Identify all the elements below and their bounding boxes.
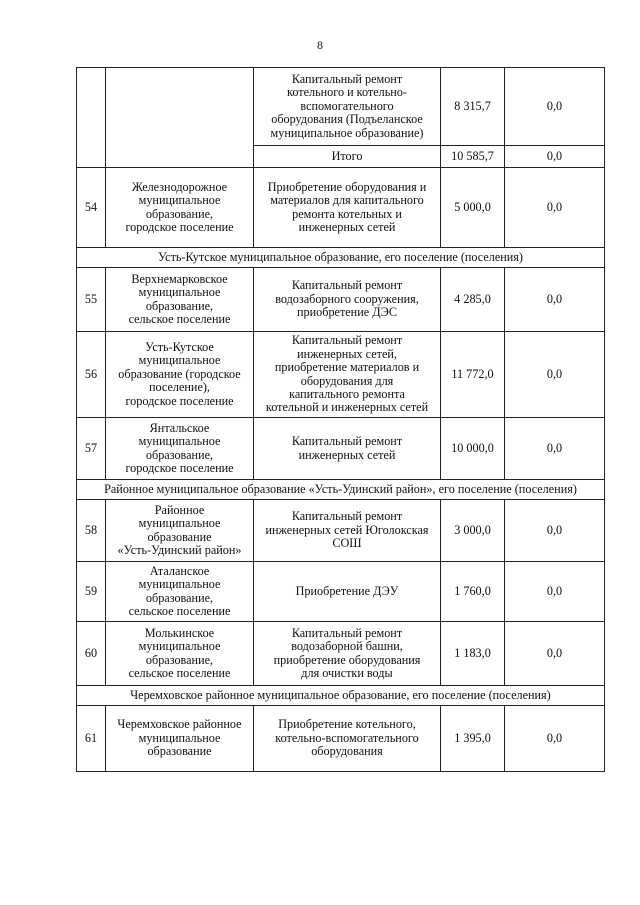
work-description-cell: [254, 418, 441, 480]
work-description-cell-line: Капитальный ремонт: [291, 434, 403, 449]
municipality-cell: [106, 500, 254, 562]
municipality-cell-line: образование,: [145, 590, 214, 605]
row-number-cell: 55: [77, 268, 106, 332]
page-number: 8: [317, 38, 323, 52]
plan-cell: 0,0: [505, 68, 605, 146]
amount-cell: 3 000,0: [441, 500, 505, 562]
municipality-cell: [106, 68, 254, 168]
work-description-cell-line: оборудования: [311, 744, 383, 759]
work-description-cell-line: приобретение ДЭС: [297, 305, 397, 320]
municipality-cell-line: поселение),: [149, 380, 210, 395]
municipality-cell-line: муниципальное: [138, 193, 221, 208]
total-plan-cell: 0,0: [505, 146, 605, 168]
work-description-cell-line: Приобретение ДЭУ: [295, 583, 399, 598]
amount-cell: 1 395,0: [441, 706, 505, 772]
row-number-cell: 56: [77, 332, 106, 418]
work-description-cell-line: для очистки воды: [301, 665, 393, 680]
municipality-cell-line: Аталанское: [149, 563, 210, 578]
municipality-cell-line: Усть-Кутское: [145, 339, 214, 354]
municipality-cell-line: сельское поселение: [128, 311, 231, 326]
table-row: [77, 706, 605, 772]
table-body: [77, 68, 605, 772]
work-description-cell-line: инженерных сетей Юголокская: [265, 522, 429, 537]
municipality-cell-line: городское поселение: [125, 393, 234, 408]
work-description-cell: [254, 562, 441, 622]
municipality-cell-line: муниципальное: [138, 516, 221, 531]
section-title: Районное муниципальное образование «Усть-Удинский район», его поселение (поселения): [77, 480, 605, 500]
municipality-cell-line: образование: [147, 529, 212, 544]
work-description-cell-line: ремонта котельных и: [292, 206, 402, 221]
total-amount-cell: 10 585,7: [441, 146, 505, 168]
work-description-cell-line: муниципальное образование): [270, 125, 424, 140]
municipality-cell-line: Районное: [154, 502, 205, 517]
plan-cell: 0,0: [505, 500, 605, 562]
work-description-cell: [254, 168, 441, 248]
municipality-cell: [106, 562, 254, 622]
work-description-cell-line: инженерных сетей: [298, 447, 396, 462]
work-description-cell-line: Капитальный ремонт: [291, 625, 403, 640]
table-row: [77, 622, 605, 686]
plan-cell: 0,0: [505, 622, 605, 686]
municipality-cell-line: сельское поселение: [128, 603, 231, 618]
municipality-cell: [106, 706, 254, 772]
section-header-row: [77, 480, 605, 500]
table-row: [77, 562, 605, 622]
work-description-cell-line: Приобретение котельного,: [278, 717, 416, 732]
row-number-cell: 58: [77, 500, 106, 562]
municipality-cell-line: «Усть-Удинский район»: [117, 542, 242, 557]
work-description-cell-line: приобретение оборудования: [273, 652, 421, 667]
work-description-cell-line: Капитальный ремонт: [291, 509, 403, 524]
work-description-cell-line: котельно-вспомогательного: [275, 730, 419, 745]
work-description-cell-line: водозаборной башни,: [291, 639, 403, 654]
municipality-cell-line: образование,: [145, 447, 214, 462]
table-row: [77, 268, 605, 332]
plan-cell: 0,0: [505, 418, 605, 480]
municipality-cell-line: Черемховское районное: [117, 717, 242, 732]
table-row: [77, 332, 605, 418]
work-description-cell-line: инженерных сетей,: [297, 346, 397, 361]
row-number-cell: 61: [77, 706, 106, 772]
work-description-cell-line: СОШ: [332, 536, 362, 551]
municipality-cell: [106, 168, 254, 248]
amount-cell: 11 772,0: [441, 332, 505, 418]
municipality-cell-line: муниципальное: [138, 285, 221, 300]
work-description-cell-line: Приобретение оборудования и: [267, 179, 427, 194]
work-description-cell-line: оборудования для: [300, 373, 394, 388]
municipality-cell-line: сельское поселение: [128, 665, 231, 680]
municipality-cell-line: образование (городское: [118, 366, 241, 381]
plan-cell: 0,0: [505, 332, 605, 418]
municipality-cell: [106, 622, 254, 686]
row-number-cell: 59: [77, 562, 106, 622]
municipality-cell-line: муниципальное: [138, 353, 221, 368]
municipality-cell-line: образование,: [145, 206, 214, 221]
amount-cell: 1 183,0: [441, 622, 505, 686]
work-description-cell: [254, 706, 441, 772]
row-number-cell: 57: [77, 418, 106, 480]
total-label-cell: [254, 146, 441, 168]
municipality-cell-line: Янтальское: [149, 420, 210, 435]
municipality-cell-line: муниципальное: [138, 730, 221, 745]
municipality-cell-line: Молькинское: [144, 625, 215, 640]
work-description-cell-line: приобретение материалов и: [274, 360, 420, 375]
section-title: Усть-Кутское муниципальное образование, его поселение (поселения): [77, 248, 605, 268]
table-row: [77, 168, 605, 248]
municipality-cell-line: образование,: [145, 298, 214, 313]
amount-cell: 4 285,0: [441, 268, 505, 332]
municipality-cell-line: городское поселение: [125, 460, 234, 475]
municipality-cell-line: образование,: [145, 652, 214, 667]
section-title: Черемховское районное муниципальное образование, его поселение (поселения): [77, 686, 605, 706]
plan-cell: 0,0: [505, 562, 605, 622]
work-description-cell-line: Капитальный ремонт: [291, 278, 403, 293]
plan-cell: 0,0: [505, 706, 605, 772]
row-number-cell: [77, 68, 106, 168]
work-description-cell: [254, 68, 441, 146]
municipality-cell-line: городское поселение: [125, 219, 234, 234]
row-number-cell: 60: [77, 622, 106, 686]
total-label-cell-line: Итого: [331, 148, 363, 163]
table-row: [77, 500, 605, 562]
work-description-cell-line: оборудования (Подъеланское: [271, 112, 423, 127]
municipality-cell-line: образование: [147, 744, 212, 759]
municipality-cell: [106, 332, 254, 418]
work-description-cell-line: Капитальный ремонт: [291, 71, 403, 86]
work-description-cell: [254, 268, 441, 332]
table-row: [77, 68, 605, 146]
work-description-cell-line: вспомогательного: [300, 98, 394, 113]
work-description-cell-line: инженерных сетей: [298, 219, 396, 234]
municipality-cell-line: Железнодорожное: [131, 179, 228, 194]
work-description-cell-line: котельной и инженерных сетей: [265, 400, 429, 415]
work-description-cell: [254, 332, 441, 418]
row-number-cell: 54: [77, 168, 106, 248]
funding-table: [76, 67, 605, 772]
amount-cell: 10 000,0: [441, 418, 505, 480]
amount-cell: 5 000,0: [441, 168, 505, 248]
municipality-cell-line: муниципальное: [138, 577, 221, 592]
work-description-cell-line: водозаборного сооружения,: [275, 291, 419, 306]
work-description-cell-line: котельного и котельно-: [287, 85, 407, 100]
municipality-cell: [106, 268, 254, 332]
table-row: [77, 418, 605, 480]
municipality-cell-line: муниципальное: [138, 434, 221, 449]
section-header-row: [77, 248, 605, 268]
work-description-cell: [254, 622, 441, 686]
work-description-cell-line: материалов для капитального: [270, 193, 424, 208]
amount-cell: 1 760,0: [441, 562, 505, 622]
work-description-cell-line: капитального ремонта: [289, 386, 405, 401]
work-description-cell: [254, 500, 441, 562]
amount-cell: 8 315,7: [441, 68, 505, 146]
section-header-row: [77, 686, 605, 706]
work-description-cell-line: Капитальный ремонт: [291, 333, 403, 348]
municipality-cell: [106, 418, 254, 480]
municipality-cell-line: муниципальное: [138, 639, 221, 654]
plan-cell: 0,0: [505, 268, 605, 332]
municipality-cell-line: Верхнемарковское: [131, 271, 228, 286]
plan-cell: 0,0: [505, 168, 605, 248]
